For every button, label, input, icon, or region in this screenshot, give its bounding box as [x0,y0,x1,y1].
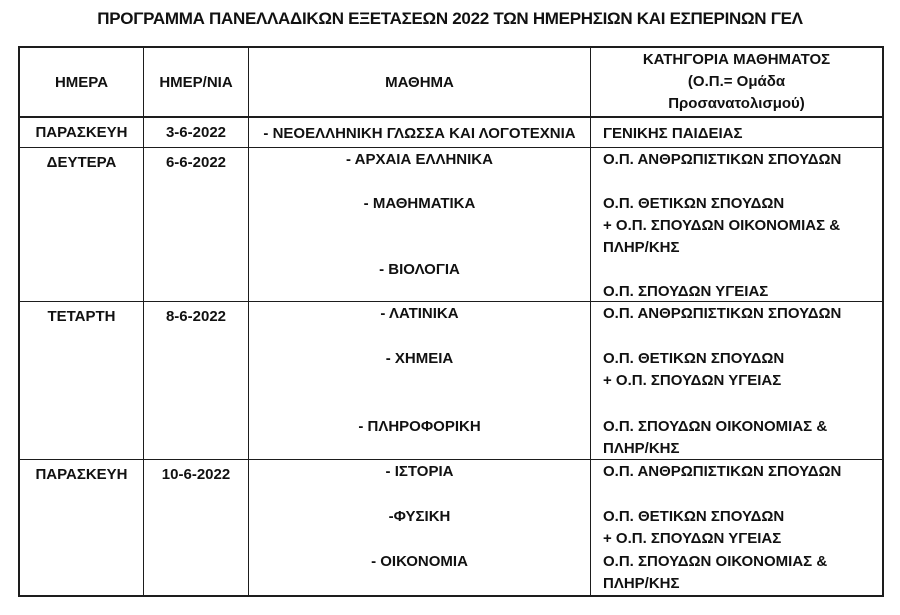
subject-line [249,236,590,258]
category-line: Ο.Π. ΑΝΘΡΩΠΙΣΤΙΚΩΝ ΣΠΟΥΔΩΝ [603,462,842,480]
header-day: ΗΜΕΡΑ [20,48,144,116]
category-line: ΓΕΝΙΚΗΣ ΠΑΙΔΕΙΑΣ [603,124,743,142]
subject-line [249,370,590,393]
subject-line [249,483,590,506]
header-category-line: Προσανατολισμού) [668,95,805,112]
date-cell: 10-6-2022 [144,460,249,595]
subject-line [249,528,590,551]
exam-schedule-table [18,46,884,597]
subject-cell [249,460,591,595]
table-row [20,118,882,148]
subject-line: -ΦΥΣΙΚΗ [388,507,451,525]
category-line: ΠΛΗΡ/ΚΗΣ [603,238,680,256]
header-date: ΗΜΕΡ/ΝΙΑ [144,48,249,116]
category-line [603,170,882,192]
category-line: + Ο.Π. ΣΠΟΥΔΩΝ ΟΙΚΟΝΟΜΙΑΣ & [603,216,841,234]
category-line: Ο.Π. ΣΠΟΥΔΩΝ ΟΙΚΟΝΟΜΙΑΣ & [603,417,828,435]
header-category-line: (Ο.Π.= Ομάδα [687,73,786,90]
category-line: Ο.Π. ΘΕΤΙΚΩΝ ΣΠΟΥΔΩΝ [603,349,785,367]
header-category [591,48,882,116]
category-cell [591,460,882,595]
subject-line [249,437,590,459]
category-line: Ο.Π. ΘΕΤΙΚΩΝ ΣΠΟΥΔΩΝ [603,507,785,525]
subject-line [249,280,590,301]
subject-cell [249,148,591,301]
category-line: ΠΛΗΡ/ΚΗΣ [603,440,680,458]
day-cell: ΠΑΡΑΣΚΕΥΗ [20,118,144,147]
category-line: ΠΛΗΡ/ΚΗΣ [603,575,680,593]
category-line: Ο.Π. ΣΠΟΥΔΩΝ ΥΓΕΙΑΣ [603,282,769,300]
subject-line: - ΜΑΘΗΜΑΤΙΚΑ [363,194,476,212]
subject-line: - ΒΙΟΛΟΓΙΑ [379,260,460,278]
category-line: + Ο.Π. ΣΠΟΥΔΩΝ ΥΓΕΙΑΣ [603,372,782,390]
subject-line [249,573,590,596]
day-cell: ΔΕΥΤΕΡΑ [20,148,144,301]
subject-line: - ΛΑΤΙΝΙΚΑ [380,304,459,322]
subject-line: - ΝΕΟΕΛΛΗΝΙΚΗ ΓΛΩΣΣΑ ΚΑΙ ΛΟΓΟΤΕΧΝΙΑ [263,124,576,142]
table-body [20,118,882,595]
day-cell: ΠΑΡΑΣΚΕΥΗ [20,460,144,595]
category-cell [591,302,882,459]
day-cell: ΤΕΤΑΡΤΗ [20,302,144,459]
subject-line [249,214,590,236]
subject-cell [249,118,591,147]
category-line [603,483,882,506]
category-cell [591,148,882,301]
subject-line: - ΙΣΤΟΡΙΑ [385,462,454,480]
header-subject: ΜΑΘΗΜΑ [249,48,591,116]
subject-line [249,392,590,415]
subject-cell [249,302,591,459]
category-line: + Ο.Π. ΣΠΟΥΔΩΝ ΥΓΕΙΑΣ [603,530,782,548]
category-line: Ο.Π. ΑΝΘΡΩΠΙΣΤΙΚΩΝ ΣΠΟΥΔΩΝ [603,150,842,168]
category-line: Ο.Π. ΣΠΟΥΔΩΝ ΟΙΚΟΝΟΜΙΑΣ & [603,552,828,570]
subject-line: - ΧΗΜΕΙΑ [385,349,454,367]
header-category-line: ΚΑΤΗΓΟΡΙΑ ΜΑΘΗΜΑΤΟΣ [642,51,831,68]
category-line: Ο.Π. ΑΝΘΡΩΠΙΣΤΙΚΩΝ ΣΠΟΥΔΩΝ [603,304,842,322]
subject-line: - ΠΛΗΡΟΦΟΡΙΚΗ [358,417,481,435]
page-title: ΠΡΟΓΡΑΜΜΑ ΠΑΝΕΛΛΑΔΙΚΩΝ ΕΞΕΤΑΣΕΩΝ 2022 ΤΩΝ ΗΜΕΡΗΣΙΩΝ ΚΑΙ ΕΣΠΕΡΙΝΩΝ ΓΕΛ [97,9,803,28]
category-line [603,325,882,348]
category-cell [591,118,882,147]
category-line [603,392,882,415]
subject-line: - ΑΡΧΑΙΑ ΕΛΛΗΝΙΚΑ [346,150,493,168]
table-row [20,460,882,595]
subject-line [249,170,590,192]
subject-line: - ΟΙΚΟΝΟΜΙΑ [371,552,468,570]
date-cell: 6-6-2022 [144,148,249,301]
table-row [20,148,882,302]
date-cell: 8-6-2022 [144,302,249,459]
table-row [20,302,882,460]
category-line [603,258,882,280]
category-line: Ο.Π. ΘΕΤΙΚΩΝ ΣΠΟΥΔΩΝ [603,194,785,212]
table-header-row [20,48,882,118]
date-cell: 3-6-2022 [144,118,249,147]
subject-line [249,325,590,348]
